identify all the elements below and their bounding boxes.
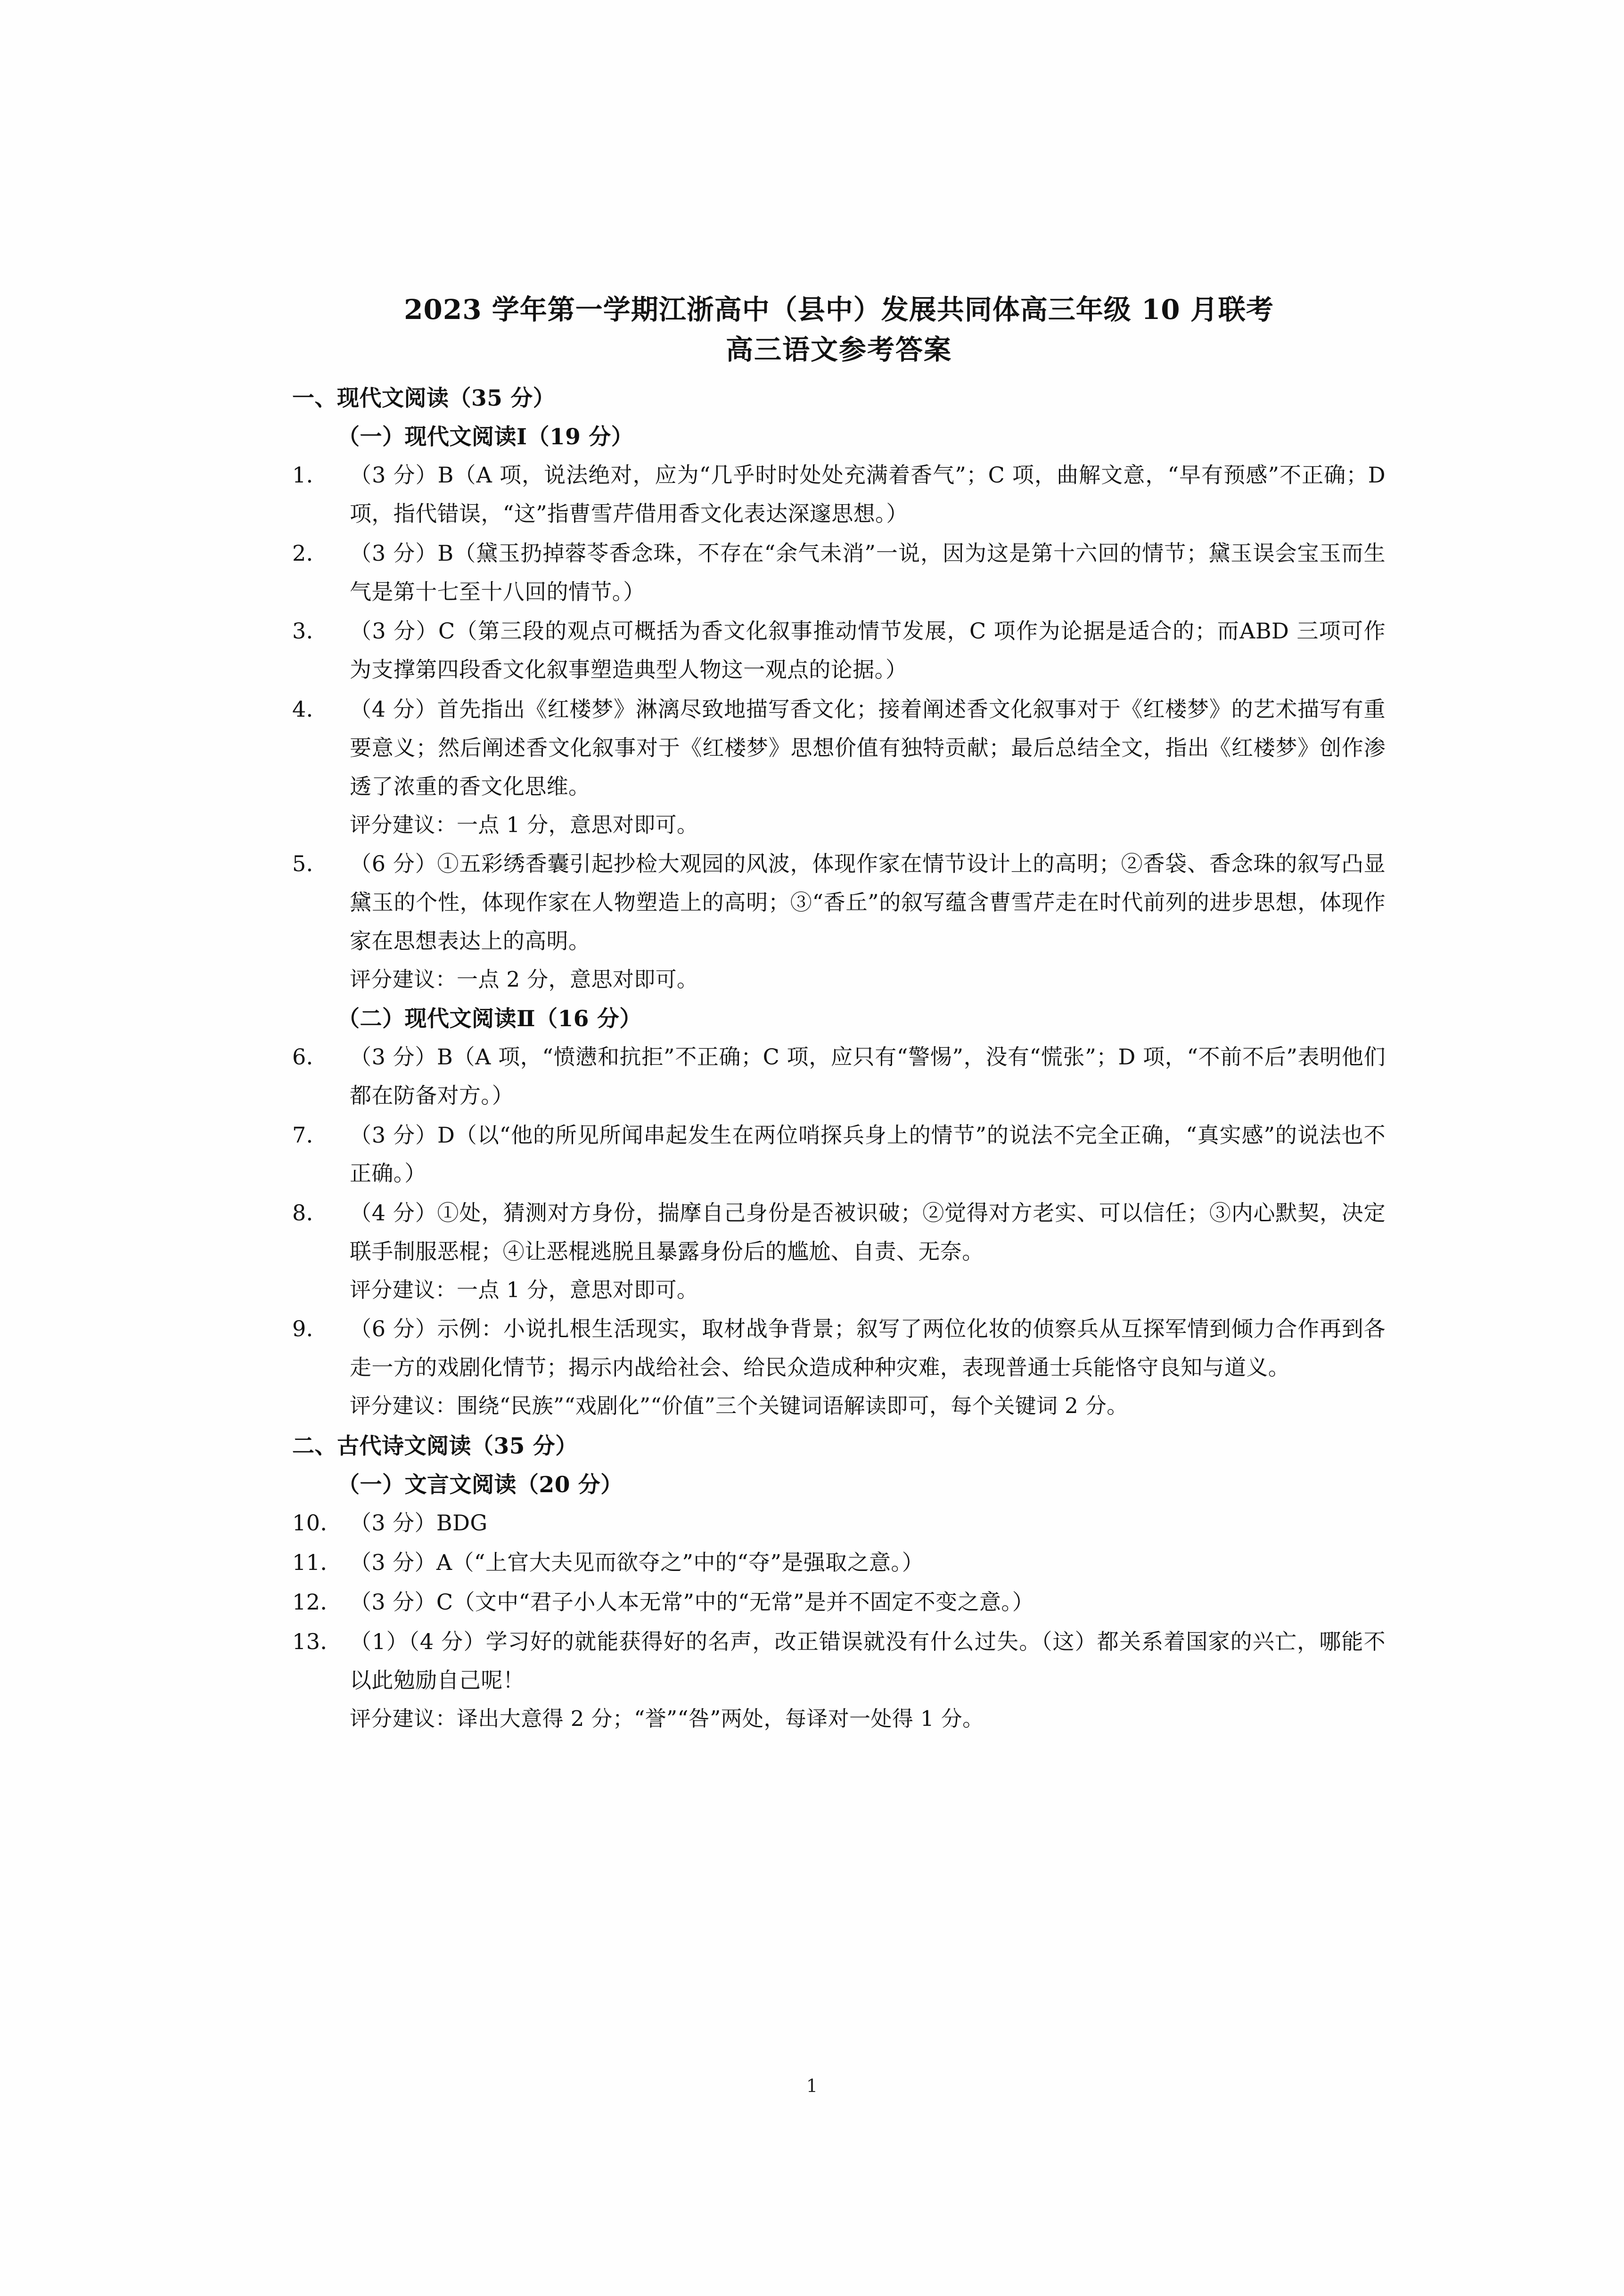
answer-text: （3 分）D（以“他的所见所闻串起发生在两位哨探兵身上的情节”的说法不完全正确，“真实感”的说法也不正确。） [350, 1122, 1386, 1186]
answer-item-13 [292, 1623, 1386, 1700]
page-number: 1 [806, 2075, 818, 2096]
section-heading-classical-reading: 二、古代诗文阅读（35 分） [292, 1433, 578, 1459]
answer-number: 3． [292, 618, 328, 644]
answer-item-3 [292, 612, 1386, 689]
answer-text: （3 分）B（A 项，“愤懑和抗拒”不正确；C 项，应只有“警惕”，没有“慌张”；D 项，“不前不后”表明他们都在防备对方。） [350, 1044, 1386, 1108]
answer-number: 9． [292, 1316, 328, 1342]
subsection-heading-modern-reading-2: （二）现代文阅读Ⅱ（16 分） [337, 1005, 642, 1032]
answer-text: （3 分）C（文中“君子小人本无常”中的“无常”是并不固定不变之意。） [350, 1589, 1034, 1615]
answer-item-8 [292, 1194, 1386, 1271]
answer-number: 13． [292, 1628, 343, 1654]
answer-number: 2． [292, 540, 328, 566]
answer-number: 11． [292, 1550, 343, 1576]
answer-text: （4 分）①处，猜测对方身份，揣摩自己身份是否被识破；②觉得对方老实、可以信任；③内心默契，决定联手制服恶棍；④让恶棍逃脱且暴露身份后的尴尬、自责、无奈。 [350, 1200, 1386, 1265]
answer-item-7 [292, 1116, 1386, 1193]
answer-text: （3 分）A（“上官大夫见而欲夺之”中的“夺”是强取之意。） [350, 1550, 924, 1576]
answer-text: （3 分）B（A 项，说法绝对，应为“几乎时时处处充满着香气”；C 项，曲解文意，“早有预感”不正确；D 项，指代错误，“这”指曹雪芹借用香文化表达深邃思想。） [350, 462, 1386, 526]
answer-number: 4． [292, 696, 328, 722]
answer-text: （1）（4 分）学习好的就能获得好的名声，改正错误就没有什么过失。（这）都关系着国家的兴亡，哪能不以此勉励自己呢！ [350, 1628, 1386, 1693]
section-heading-modern-reading: 一、现代文阅读（35 分） [292, 385, 556, 411]
answer-item-10 [292, 1504, 1386, 1543]
scoring-note-13: 评分建议：译出大意得 2 分；“誉”“咎”两处，每译对一处得 1 分。 [350, 1706, 984, 1731]
answer-number: 8． [292, 1200, 328, 1226]
answer-item-5 [292, 845, 1386, 961]
answer-text: （3 分）C（第三段的观点可概括为香文化叙事推动情节发展，C 项作为论据是适合的；而ABD 三项可作为支撑第四段香文化叙事塑造典型人物这一观点的论据。） [350, 618, 1386, 683]
answer-number: 7． [292, 1122, 328, 1148]
document-content [292, 292, 1386, 1738]
answer-item-9 [292, 1310, 1386, 1387]
answer-text: （6 分）①五彩绣香囊引起抄检大观园的风波，体现作家在情节设计上的高明；②香袋、香念珠的叙写凸显黛玉的个性，体现作家在人物塑造上的高明；③“香丘”的叙写蕴含曹雪芹走在时代前列的进步思想，体现作家在思想表达上的高明。 [350, 850, 1386, 954]
scoring-note-4: 评分建议：一点 1 分，意思对即可。 [350, 812, 698, 837]
answer-item-6 [292, 1038, 1386, 1115]
answer-text: （4 分）首先指出《红楼梦》淋漓尽致地描写香文化；接着阐述香文化叙事对于《红楼梦》的艺术描写有重要意义；然后阐述香文化叙事对于《红楼梦》思想价值有独特贡献；最后总结全文，指出《红楼梦》创作渗透了浓重的香文化思维。 [350, 696, 1386, 799]
scoring-note-9: 评分建议：围绕“民族”“戏剧化”“价值”三个关键词语解读即可，每个关键词 2 分。 [350, 1393, 1128, 1418]
answer-number: 12． [292, 1589, 343, 1615]
answer-number: 6． [292, 1044, 328, 1070]
answer-number: 1． [292, 462, 328, 488]
answer-text: （3 分）B（黛玉扔掉蓉苓香念珠，不存在“余气未消”一说，因为这是第十六回的情节；黛玉误会宝玉而生气是第十七至十八回的情节。） [350, 540, 1386, 605]
answer-item-2 [292, 534, 1386, 612]
subsection-heading-classical-chinese: （一）文言文阅读（20 分） [337, 1472, 623, 1498]
answer-item-12 [292, 1583, 1386, 1622]
answer-item-11 [292, 1544, 1386, 1582]
answer-text: （3 分）BDG [350, 1510, 488, 1536]
page-subtitle: 高三语文参考答案 [725, 334, 952, 366]
answer-text: （6 分）示例：小说扎根生活现实，取材战争背景；叙写了两位化妆的侦察兵从互探军情到倾力合作再到各走一方的戏剧化情节；揭示内战给社会、给民众造成种种灾难，表现普通士兵能恪守良知与道义。 [350, 1316, 1386, 1380]
scoring-note-5: 评分建议：一点 2 分，意思对即可。 [350, 966, 698, 992]
answer-number: 5． [292, 850, 328, 876]
scoring-note-8: 评分建议：一点 1 分，意思对即可。 [350, 1277, 698, 1302]
answer-item-4 [292, 690, 1386, 806]
answer-number: 10． [292, 1510, 343, 1536]
answer-item-1 [292, 456, 1386, 533]
page-title: 2023 学年第一学期江浙高中（县中）发展共同体高三年级 10 月联考 [404, 294, 1274, 326]
subsection-heading-modern-reading-1: （一）现代文阅读Ⅰ（19 分） [337, 424, 634, 450]
